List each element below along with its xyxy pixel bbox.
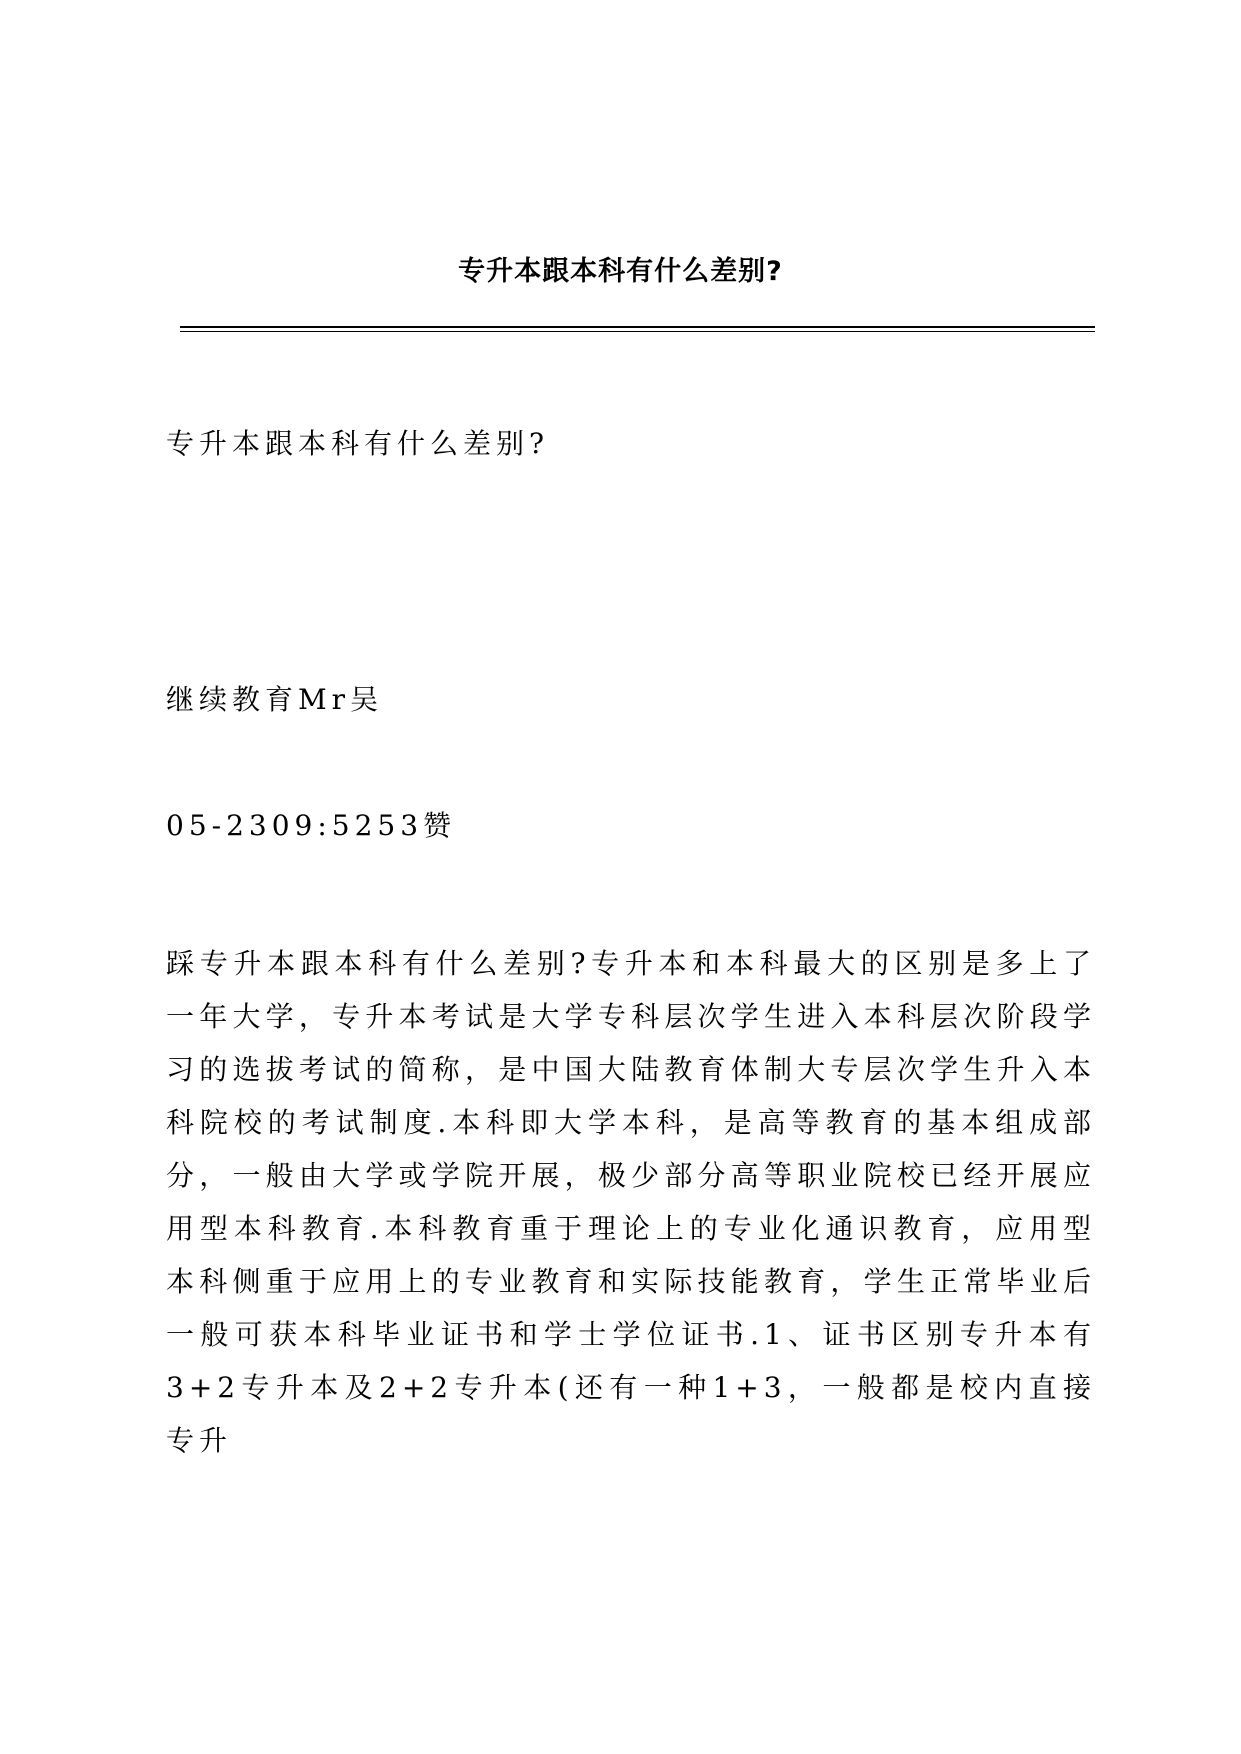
post-meta: 05-2309:5253赞 xyxy=(166,809,457,842)
body-paragraph: 踩专升本跟本科有什么差别?专升本和本科最大的区别是多上了一年大学，专升本考试是大学专科层次学生进入本科层次阶段学习的选拔考试的简称，是中国大陆教育体制大专层次学生升入本科院校的考试制度.本科即大学本科，是高等教育的基本组成部分，一般由大学或学院开展，极少部分高等职业院校已经开展应用型本科教育.本科教育重于理论上的专业化通识教育，应用型本科侧重于应用上的专业教育和实际技能教育，学生正常毕业后一般可获本科毕业证书和学士学位证书.1、证书区别专升本有3+2专升本及2+2专升本(还有一种1+3，一般都是校内直接专升 xyxy=(166,947,1096,1457)
subtitle: 专升本跟本科有什么差别? xyxy=(166,427,550,460)
title-divider-thin xyxy=(180,331,1095,332)
author: 继续教育Mr吴 xyxy=(166,683,384,716)
title-divider-thick xyxy=(180,326,1095,328)
page-title: 专升本跟本科有什么差别? xyxy=(458,256,783,287)
